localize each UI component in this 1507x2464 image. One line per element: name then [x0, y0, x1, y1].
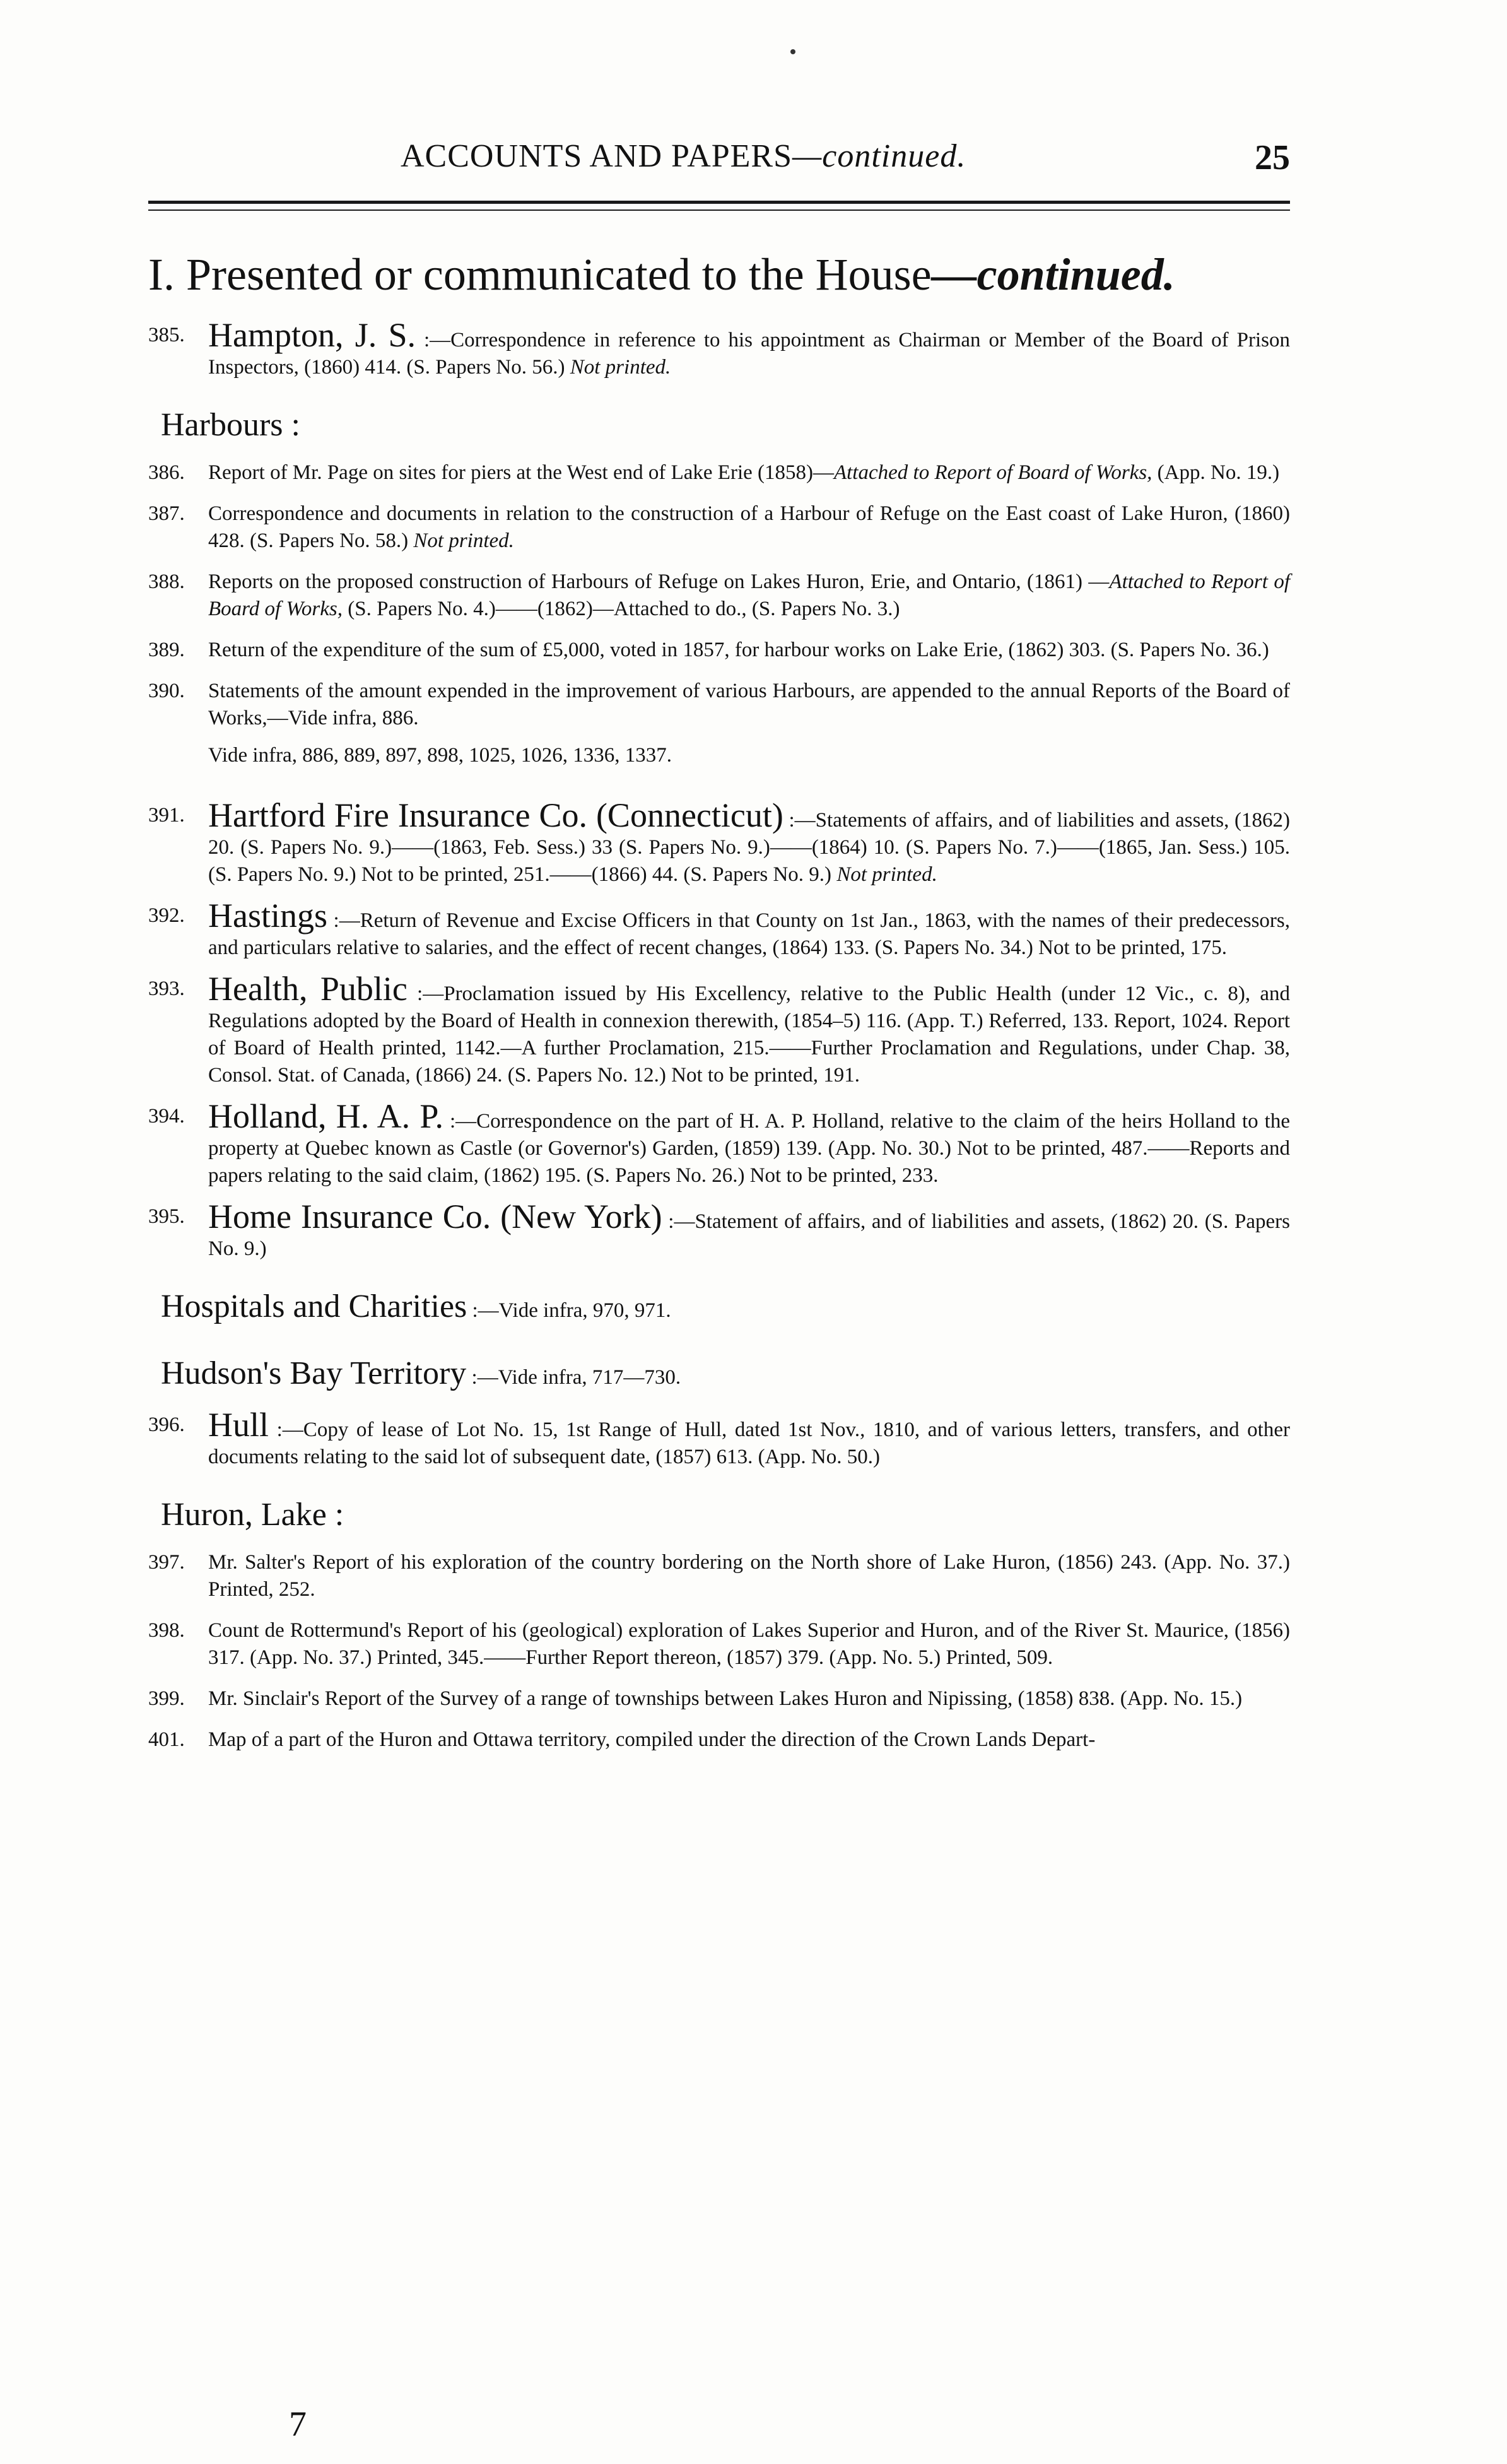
entry-number: 386. — [148, 461, 185, 484]
index-entry — [148, 500, 1290, 555]
index-entry — [148, 1198, 1290, 1263]
cross-reference-line — [148, 742, 1290, 769]
index-entry — [148, 970, 1290, 1089]
header-rule-thin — [148, 209, 1290, 211]
entry-heading: Hartford Fire Insurance Co. (Connecticut) — [208, 796, 783, 834]
entry-number: 397. — [148, 1551, 185, 1574]
entry-text: :—Correspondence in reference to his appointment as Chairman or Member of the Board of Prison Inspectors, (1860) 414. (S. Papers No. 56.) — [208, 329, 1290, 379]
index-entry — [148, 637, 1290, 664]
entry-text: Return of the expenditure of the sum of £5,000, voted in 1857, for harbour works on Lake Erie, (1862) 303. (S. Papers No. 36.) — [208, 639, 1269, 661]
entry-number: 388. — [148, 570, 185, 593]
index-entry — [148, 569, 1290, 623]
subject-cross-reference: :—Vide infra, 717—730. — [466, 1366, 681, 1389]
entry-text: :—Proclamation issued by His Excellency, relative to the Public Health (under 12 Vic., c. 8), and Regulations adopted by the Board of Health in connexion therewith, (1854–5) 116. (App. T.) Referred, 133. Report, 1024. Report of Board of Health printed, 1142.—A further Proclamation, 215.——Further Proclamation and Regulations, under Chap. 38, Consol. Stat. of Canada, (1866) 24. (S. Papers No. 12.) Not to be printed, 191. — [208, 982, 1290, 1087]
entry-note: Attached to Report of Board of Works, — [833, 461, 1152, 484]
running-title-text: ACCOUNTS AND PAPERS — [401, 138, 793, 174]
index-entry — [148, 1726, 1290, 1754]
entry-text: :—Return of Revenue and Excise Officers in that County on 1st Jan., 1863, with the names of their predecessors, and particulars relative to salaries, and the effect of recent changes, (1864) 133. (S. Papers No. 34.) Not to be printed, 175. — [208, 909, 1290, 959]
index-entry — [148, 1097, 1290, 1189]
index-entry — [148, 678, 1290, 732]
index-entry — [148, 1685, 1290, 1712]
entry-text: Report of Mr. Page on sites for piers at the West end of Lake Erie (1858)— — [208, 461, 834, 484]
index-entry — [148, 1549, 1290, 1603]
entry-note: Not printed. — [836, 863, 937, 886]
subject-heading — [148, 1288, 1290, 1329]
index-entry — [148, 1617, 1290, 1671]
entry-number: 394. — [148, 1105, 185, 1128]
entry-note: Not printed. — [570, 356, 671, 379]
entry-note: Not printed. — [413, 529, 514, 552]
cross-reference-text: Vide infra, 886, 889, 897, 898, 1025, 1026, 1336, 1337. — [208, 744, 672, 767]
page-number: 25 — [1255, 138, 1290, 177]
running-title-suffix: —continued. — [792, 138, 966, 174]
subject-heading-text: Harbours : — [161, 407, 300, 443]
signature-mark: 7 — [289, 2405, 307, 2444]
subject-cross-reference: :—Vide infra, 970, 971. — [467, 1299, 671, 1322]
entry-number: 399. — [148, 1687, 185, 1710]
header-rule-thick — [148, 201, 1290, 204]
entry-heading: Home Insurance Co. (New York) — [208, 1198, 662, 1235]
entry-heading: Holland, H. A. P. — [208, 1097, 443, 1135]
entry-tail: (S. Papers No. 4.)——(1862)—Attached to do., (S. Papers No. 3.) — [343, 598, 900, 620]
entry-number: 385. — [148, 324, 185, 346]
entry-number: 387. — [148, 502, 185, 525]
index-entry — [148, 897, 1290, 962]
subject-heading — [148, 1496, 1290, 1534]
index-entry — [148, 459, 1290, 486]
entry-text: Count de Rottermund's Report of his (geological) exploration of Lakes Superior and Huron, and of the River St. Maurice, (1856) 317. (App. No. 37.) Printed, 345.——Further Report thereon, (1857) 379. (App. No. 5.) Printed, 509. — [208, 1619, 1290, 1669]
entry-text: Mr. Salter's Report of his exploration of the country bordering on the North shore of Lake Huron, (1856) 243. (App. No. 37.) Printed, 252. — [208, 1551, 1290, 1601]
entry-number: 390. — [148, 680, 185, 702]
subject-heading-text: Huron, Lake : — [161, 1497, 344, 1533]
entry-number: 393. — [148, 977, 185, 1000]
entry-text: :—Statement of affairs, and of liabilities and assets, (1862) 20. (S. Papers No. 9.) — [208, 1210, 1290, 1260]
entry-heading: Hull — [208, 1406, 269, 1444]
index-entry — [148, 316, 1290, 381]
entry-heading: Health, Public — [208, 970, 408, 1008]
entry-number: 396. — [148, 1413, 185, 1436]
running-title — [401, 138, 966, 175]
section-title-text: I. Presented or communicated to the House — [148, 249, 932, 300]
entry-text: Correspondence and documents in relation to the construction of a Harbour of Refuge on the East coast of Lake Huron, (1860) 428. (S. Papers No. 58.) — [208, 502, 1290, 552]
entries-list — [148, 316, 1290, 1767]
section-title-suffix: —continued. — [931, 249, 1175, 300]
section-title — [148, 249, 1175, 301]
entry-tail: (App. No. 19.) — [1152, 461, 1280, 484]
subject-heading — [148, 1355, 1290, 1396]
subject-heading-text: Hudson's Bay Territory — [161, 1355, 467, 1391]
entry-number: 391. — [148, 804, 185, 827]
entry-text: Mr. Sinclair's Report of the Survey of a range of townships between Lakes Huron and Nipissing, (1858) 838. (App. No. 15.) — [208, 1687, 1243, 1710]
entry-text: Statements of the amount expended in the improvement of various Harbours, are appended to the annual Reports of the Board of Works,—Vide infra, 886. — [208, 680, 1290, 729]
subject-heading-text: Hospitals and Charities — [161, 1288, 467, 1324]
subject-heading — [148, 406, 1290, 444]
entry-number: 395. — [148, 1205, 185, 1228]
entry-number: 392. — [148, 904, 185, 927]
entry-text: :—Copy of lease of Lot No. 15, 1st Range of Hull, dated 1st Nov., 1810, and of various letters, transfers, and other documents relating to the said lot of subsequent date, (1857) 613. (App. No. 50.) — [208, 1418, 1290, 1468]
entry-number: 398. — [148, 1619, 185, 1642]
entry-heading: Hampton, J. S. — [208, 316, 416, 354]
index-entry — [148, 796, 1290, 888]
running-header — [148, 138, 1290, 182]
entry-text: Reports on the proposed construction of Harbours of Refuge on Lakes Huron, Erie, and Ontario, (1861) — — [208, 570, 1110, 593]
entry-heading: Hastings — [208, 897, 327, 934]
entry-text: :—Statements of affairs, and of liabilities and assets, (1862) 20. (S. Papers No. 9.)——(1863, Feb. Sess.) 33 (S. Papers No. 9.)——(1864) 10. (S. Papers No. 7.)——(1865, Jan. Sess.) 105. (S. Papers No. 9.) Not to be printed, 251.——(1866) 44. (S. Papers No. 9.) — [208, 809, 1290, 886]
entry-number: 401. — [148, 1728, 185, 1751]
entry-text: Map of a part of the Huron and Ottawa territory, compiled under the direction of the Crown Lands Depart- — [208, 1728, 1096, 1751]
index-entry — [148, 1406, 1290, 1471]
entry-text: :—Correspondence on the part of H. A. P. Holland, relative to the claim of the heirs Holland to the property at Quebec known as Castle (or Governor's) Garden, (1859) 139. (App. No. 30.) Not to be printed, 487.——Reports and papers relating to the said claim, (1862) 195. (S. Papers No. 26.) Not to be printed, 233. — [208, 1110, 1290, 1187]
entry-number: 389. — [148, 639, 185, 661]
speck-mark — [790, 49, 795, 54]
entry-note: Attached to Report of Board of Works, — [208, 570, 1290, 620]
